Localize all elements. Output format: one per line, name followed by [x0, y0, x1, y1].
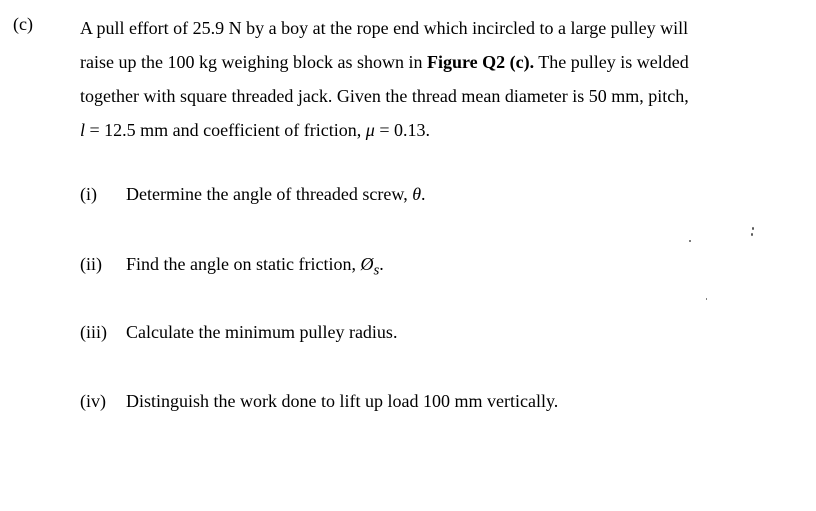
scan-speck [706, 298, 707, 300]
sub-question-number: (iv) [80, 391, 106, 411]
sub-question-suffix: . [379, 254, 384, 274]
intro-line-3: together with square threaded jack. Given the thread mean diameter is 50 mm, pitch, [80, 86, 689, 106]
intro-line-1: A pull effort of 25.9 N by a boy at the rope end which incircled to a large pulley will [80, 18, 689, 38]
sub-question-iv [80, 389, 558, 413]
scan-speck [751, 233, 753, 236]
phi-subscript: s [373, 262, 380, 279]
sub-question-text: Distinguish the work done to lift up load 100 mm vertically. [126, 391, 559, 411]
sub-question-text: Calculate the minimum pulley radius. [126, 322, 398, 342]
sub-question-number: (iii) [80, 322, 107, 342]
question-label: (c) [13, 14, 33, 34]
figure-reference: Figure Q2 (c). [426, 52, 535, 72]
intro-line-2-start: raise up the 100 kg weighing block as shown in [80, 52, 427, 72]
phi-symbol: Ø [360, 254, 374, 274]
sub-question-i [80, 182, 426, 206]
question-intro [80, 11, 785, 147]
intro-line-2 [80, 45, 785, 79]
intro-line-4-end: = 0.13. [374, 120, 430, 140]
sub-question-number: (i) [80, 184, 97, 204]
intro-line-2-end: The pulley is welded [534, 52, 689, 72]
mu-symbol: μ [365, 120, 375, 140]
sub-question-suffix: . [421, 184, 426, 204]
intro-line-4 [80, 113, 785, 147]
scan-speck [752, 227, 754, 230]
theta-symbol: θ [412, 184, 422, 204]
sub-question-text: Find the angle on static friction, [126, 254, 361, 274]
sub-question-text: Determine the angle of threaded screw, [126, 184, 413, 204]
scan-speck [689, 240, 691, 242]
sub-question-ii [80, 252, 384, 283]
sub-question-iii [80, 320, 397, 344]
pitch-symbol: l [80, 120, 86, 140]
intro-line-4-mid: = 12.5 mm and coefficient of friction, [85, 120, 366, 140]
sub-question-number: (ii) [80, 254, 102, 274]
